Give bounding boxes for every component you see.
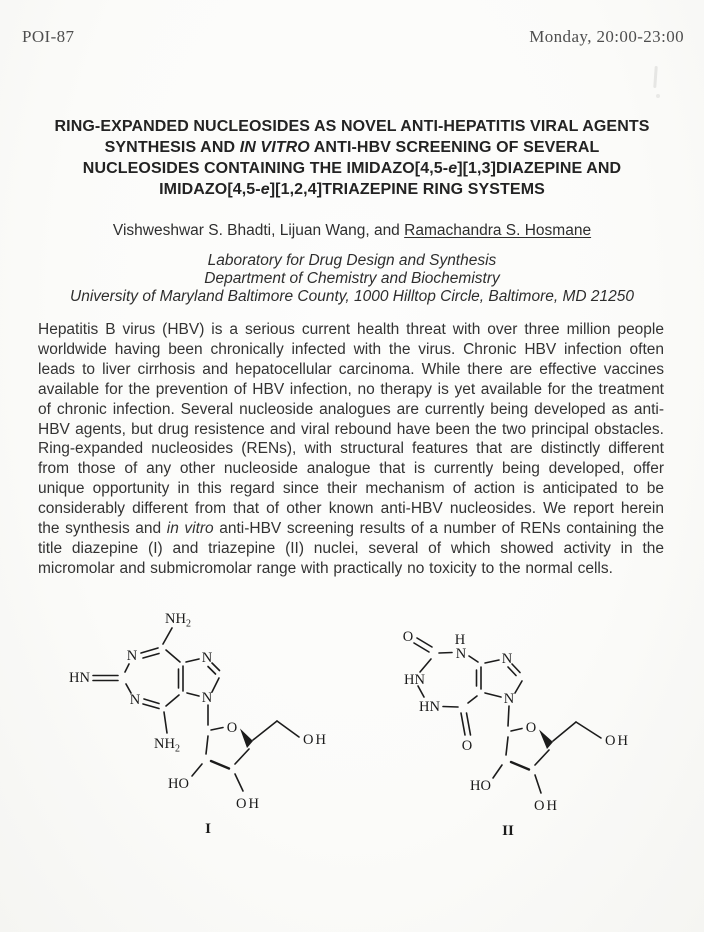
- atom-label-hn5: HN: [419, 699, 440, 715]
- atom-label-nh-h: H: [454, 632, 466, 648]
- atom-label-n3: N: [455, 646, 467, 662]
- title-line-3: NUCLEOSIDES CONTAINING THE IMIDAZO[4,5-e][1,3]DIAZEPINE AND: [82, 160, 622, 177]
- atom-label-n9: N: [503, 691, 515, 707]
- atom-label-o-top: O: [402, 629, 414, 645]
- title-line-4: IMIDAZO[4,5-e][1,2,4]TRIAZEPINE RING SYSTEMS: [159, 181, 545, 198]
- affiliation-line-2: Department of Chemistry and Biochemistry: [204, 270, 500, 287]
- structure-I-diagram: [55, 592, 365, 854]
- structure-I-label: I: [205, 821, 211, 837]
- atom-label-ho-2prime: HO: [470, 778, 491, 794]
- atom-label-ring-o: O: [226, 720, 238, 736]
- structure-II-label: II: [502, 823, 514, 839]
- title-line-1: RING-EXPANDED NUCLEOSIDES AS NOVEL ANTI-HEPATITIS VIRAL AGENTS: [54, 118, 650, 135]
- abstract-title: [24, 116, 680, 200]
- atom-label-oh-3prime: OH: [236, 796, 261, 812]
- atom-label-imine-hn: HN: [69, 670, 90, 686]
- italic-in-vitro: in vitro: [166, 520, 214, 538]
- atom-label-oh-5prime: OH: [605, 733, 630, 749]
- session-time: Monday, 20:00-23:00: [529, 27, 684, 46]
- page-header: [22, 27, 684, 47]
- atom-label-oh-5prime: OH: [303, 732, 328, 748]
- affiliation-line-1: Laboratory for Drug Design and Synthesis: [207, 252, 497, 269]
- affiliation-block: [0, 252, 704, 306]
- atom-label-n3: N: [129, 692, 141, 708]
- atom-label-o-bottom: O: [461, 738, 473, 754]
- atom-label-nh2-top: $NH_2$: [165, 611, 191, 630]
- atom-label-hn4: HN: [404, 672, 425, 688]
- atom-label-n7: N: [501, 651, 513, 667]
- affiliation-line-3: University of Maryland Baltimore County, 1000 Hilltop Circle, Baltimore, MD 21250: [70, 288, 634, 305]
- atom-label-ring-o: O: [525, 720, 537, 736]
- structure-I-bonds: [93, 628, 299, 791]
- atom-label-oh-3prime: OH: [534, 798, 559, 814]
- atom-label-n9: N: [201, 690, 213, 706]
- authors-line: Vishweshwar S. Bhadti, Lijuan Wang, and Ramachandra S. Hosmane: [112, 222, 592, 239]
- title-line-2: SYNTHESIS AND IN VITRO ANTI-HBV SCREENING OF SEVERAL: [104, 139, 600, 156]
- underlined-author: Ramachandra S. Hosmane: [404, 222, 592, 239]
- structure-I-atom-labels: [69, 611, 328, 837]
- chemical-structures: [0, 592, 704, 862]
- atom-label-n1: N: [126, 648, 138, 664]
- session-code: POI-87: [22, 27, 75, 46]
- atom-label-ho-2prime: HO: [168, 776, 189, 792]
- structure-II-diagram: [368, 592, 678, 854]
- atom-label-nh2-bottom: $NH_2$: [154, 736, 180, 755]
- atom-label-n7: N: [201, 650, 213, 666]
- abstract-body: Hepatitis B virus (HBV) is a serious current health threat with over three million people worldwide having been chronically infected with the virus. Chronic HBV infection often leads to liver cirrhosis and hepatocellular carcinoma. While there are effective vaccines available for the prevention of HBV infection, no therapy is yet available for the treatment of chronic infection. Several nucleoside analogues are currently being developed as anti-HBV agents, but drug resistence and viral rebound have been the two principal obstacles. Ring-expanded nucleosides (RENs), with structural features that are distinctly different from those of any other nucleoside analogue that is currently being developed, offer unique opportunity in this regard since their mechanism of action is anticipated to be considerably different from that of other known anti-HBV nucleosides. We report herein the synthesis and in vitro anti-HBV screening results of a number of RENs containing the title diazepine (I) and triazepine (II) nuclei, several of which showed activity in the micromolar and submicromolar range with practically no toxicity to the normal cells.: [38, 321, 664, 577]
- scan-artifact-dot: [656, 94, 660, 98]
- scan-artifact-mark: [653, 66, 658, 88]
